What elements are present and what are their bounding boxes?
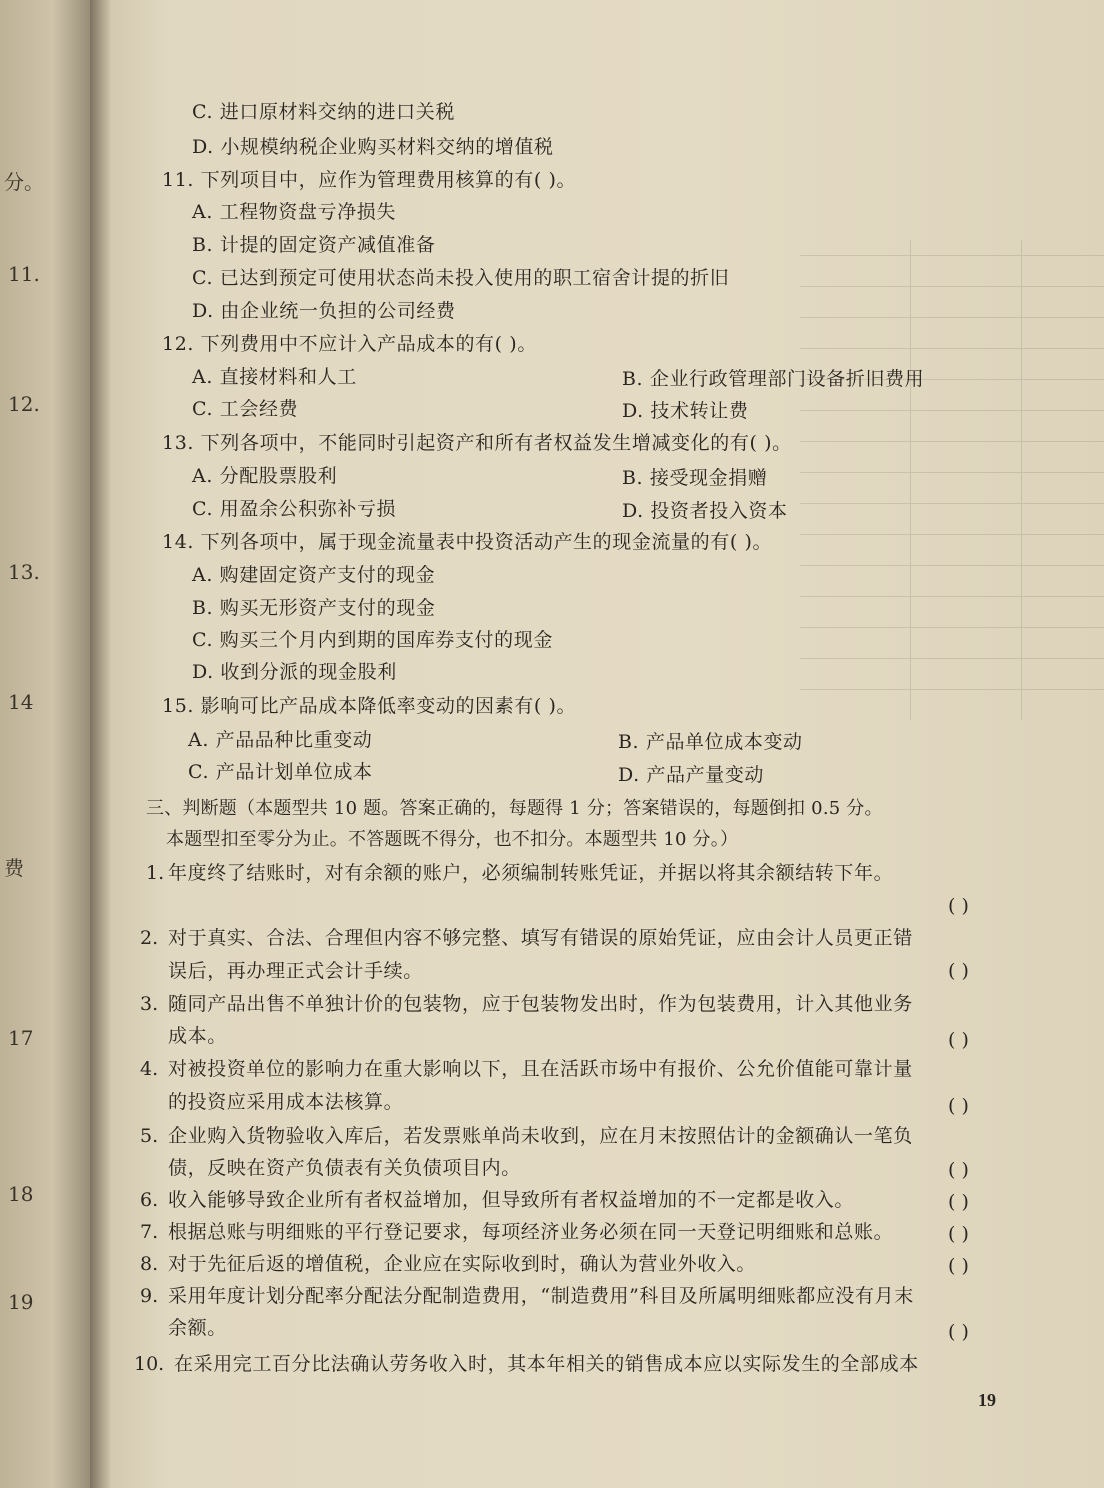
- q14-stem: 14. 下列各项中，属于现金流量表中投资活动产生的现金流量的有( )。: [162, 531, 773, 553]
- answer-paren: ( ): [948, 1255, 969, 1277]
- q10-option-c: C. 进口原材料交纳的进口关税: [192, 101, 455, 123]
- answer-paren: ( ): [948, 1223, 969, 1245]
- answer-paren: ( ): [948, 1159, 969, 1181]
- q15-stem: 15. 影响可比产品成本降低率变动的因素有( )。: [162, 695, 577, 717]
- item-text: 对于真实、合法、合理但内容不够完整、填写有错误的原始凭证，应由会计人员更正错: [168, 927, 913, 949]
- right-page: [110, 0, 1104, 1488]
- answer-paren: ( ): [948, 1321, 969, 1343]
- item-text: 随同产品出售不单独计价的包装物，应于包装物发出时，作为包装费用，计入其他业务: [168, 993, 913, 1015]
- left-fragment: 18: [8, 1182, 34, 1206]
- left-fragment: 13.: [8, 560, 40, 584]
- left-fragment: 19: [8, 1290, 34, 1314]
- item-number: 7.: [140, 1221, 159, 1243]
- item-text: 余额。: [168, 1317, 227, 1339]
- item-number: 2.: [140, 927, 159, 949]
- q13-stem: 13. 下列各项中，不能同时引起资产和所有者权益发生增减变化的有( )。: [162, 432, 792, 454]
- item-number: 4.: [140, 1058, 159, 1080]
- item-text: 对被投资单位的影响力在重大影响以下，且在活跃市场中有报价、公允价值能可靠计量: [168, 1058, 913, 1080]
- item-number: 10.: [134, 1353, 165, 1375]
- left-fragment: 14: [8, 690, 34, 714]
- item-number: 8.: [140, 1253, 159, 1275]
- item-text: 企业购入货物验收入库后，若发票账单尚未收到，应在月末按照估计的金额确认一笔负: [168, 1125, 913, 1147]
- q14-option: A. 购建固定资产支付的现金: [192, 564, 436, 586]
- page-number: 19: [978, 1390, 996, 1410]
- item-text: 在采用完工百分比法确认劳务收入时，其本年相关的销售成本应以实际发生的全部成本: [174, 1353, 919, 1375]
- answer-paren: ( ): [948, 1191, 969, 1213]
- item-number: 1.: [146, 862, 165, 884]
- q11-option: D. 由企业统一负担的公司经费: [192, 300, 456, 322]
- item-text: 成本。: [168, 1025, 227, 1047]
- q12-option: B. 企业行政管理部门设备折旧费用: [622, 368, 925, 390]
- answer-paren: ( ): [948, 1029, 969, 1051]
- item-number: 6.: [140, 1189, 159, 1211]
- q13-option: D. 投资者投入资本: [622, 500, 788, 522]
- item-text: 的投资应采用成本法核算。: [168, 1091, 404, 1113]
- answer-paren: ( ): [948, 960, 969, 982]
- q13-option: B. 接受现金捐赠: [622, 467, 768, 489]
- item-text: 债，反映在资产负债表有关负债项目内。: [168, 1157, 521, 1179]
- q14-option: D. 收到分派的现金股利: [192, 661, 397, 683]
- q15-option: B. 产品单位成本变动: [618, 731, 803, 753]
- q14-option: C. 购买三个月内到期的国库券支付的现金: [192, 629, 553, 651]
- answer-paren: ( ): [948, 1095, 969, 1117]
- q11-option: A. 工程物资盘亏净损失: [192, 201, 397, 223]
- q13-option: C. 用盈余公积弥补亏损: [192, 498, 397, 520]
- item-number: 5.: [140, 1125, 159, 1147]
- book-spine: [90, 0, 112, 1488]
- q15-option: D. 产品产量变动: [618, 764, 765, 786]
- q10-option-d: D. 小规模纳税企业购买材料交纳的增值税: [192, 136, 554, 158]
- item-number: 3.: [140, 993, 159, 1015]
- section3-heading: 三、判断题（本题型共 10 题。答案正确的，每题得 1 分；答案错误的，每题倒扣 0.5 分。: [146, 798, 883, 819]
- q12-option: D. 技术转让费: [622, 400, 749, 422]
- left-page-edge: [0, 0, 96, 1488]
- left-fragment: 11.: [8, 262, 40, 286]
- left-fragment: 12.: [8, 392, 40, 416]
- item-number: 9.: [140, 1285, 159, 1307]
- q11-option: B. 计提的固定资产减值准备: [192, 234, 436, 256]
- item-text: 采用年度计划分配率分配法分配制造费用，“制造费用”科目及所属明细账都应没有月末: [168, 1285, 914, 1307]
- item-text: 根据总账与明细账的平行登记要求，每项经济业务必须在同一天登记明细账和总账。: [168, 1221, 894, 1243]
- q12-stem: 12. 下列费用中不应计入产品成本的有( )。: [162, 333, 537, 355]
- left-fragment: 分。: [4, 170, 44, 194]
- item-text: 误后，再办理正式会计手续。: [168, 960, 423, 982]
- answer-paren: ( ): [948, 895, 969, 917]
- q11-option: C. 已达到预定可使用状态尚未投入使用的职工宿舍计提的折旧: [192, 267, 730, 289]
- item-text: 对于先征后返的增值税，企业应在实际收到时，确认为营业外收入。: [168, 1253, 757, 1275]
- section3-heading-cont: 本题型扣至零分为止。不答题既不得分，也不扣分。本题型共 10 分。）: [166, 829, 739, 850]
- left-fragment: 17: [8, 1026, 34, 1050]
- q11-stem: 11. 下列项目中，应作为管理费用核算的有( )。: [162, 169, 577, 191]
- show-through-table: [800, 240, 1104, 720]
- q13-option: A. 分配股票股利: [192, 465, 338, 487]
- q12-option: C. 工会经费: [192, 398, 299, 420]
- item-text: 收入能够导致企业所有者权益增加，但导致所有者权益增加的不一定都是收入。: [168, 1189, 855, 1211]
- q15-option: A. 产品品种比重变动: [188, 729, 373, 751]
- left-fragment: 费: [4, 856, 24, 880]
- q14-option: B. 购买无形资产支付的现金: [192, 597, 436, 619]
- q15-option: C. 产品计划单位成本: [188, 761, 373, 783]
- item-text: 年度终了结账时，对有余额的账户，必须编制转账凭证，并据以将其余额结转下年。: [168, 862, 894, 884]
- q12-option: A. 直接材料和人工: [192, 366, 357, 388]
